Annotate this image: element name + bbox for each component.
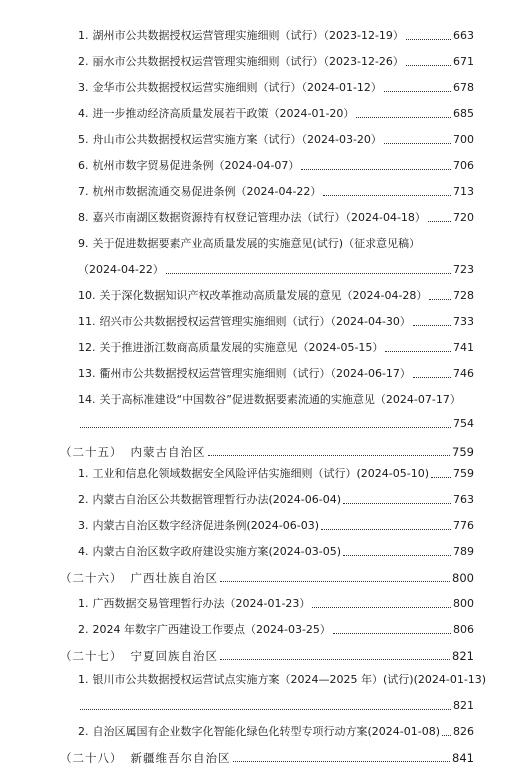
entry-number: 6.: [78, 159, 89, 172]
entry-title: 内蒙古自治区公共数据管理暂行办法(2024-06-04): [92, 493, 342, 506]
entry-title: 杭州市数字贸易促进条例（2024-04-07）: [92, 159, 300, 172]
dot-leader: [442, 734, 451, 736]
dot-leader: [413, 324, 451, 326]
page-number: 733: [453, 315, 474, 328]
entry-number: 14.: [78, 393, 96, 406]
page-number: 759: [452, 445, 474, 459]
toc-entry[interactable]: [78, 366, 474, 382]
entry-title: 内蒙古自治区数字政府建设实施方案(2024-03-05): [92, 545, 342, 558]
page-number: 720: [453, 211, 474, 224]
dot-leader: [80, 426, 451, 428]
toc-entry[interactable]: [78, 132, 474, 148]
dot-leader: [323, 194, 451, 196]
toc-entry[interactable]: [78, 596, 474, 612]
page-number: 800: [453, 597, 474, 610]
entry-title: 丽水市公共数据授权运营管理实施细则（试行）（2023-12-26）: [92, 55, 404, 68]
section-heading[interactable]: [60, 444, 474, 460]
toc-entry[interactable]: [78, 392, 474, 408]
entry-title: 工业和信息化领域数据安全风险评估实施细则（试行）(2024-05-10): [92, 467, 430, 480]
entry-number: 8.: [78, 211, 89, 224]
section-heading[interactable]: [60, 648, 474, 664]
dot-leader: [343, 502, 451, 504]
entry-number: 1.: [78, 597, 89, 610]
entry-title: 衢州市公共数据授权运营管理实施细则（试行）（2024-06-17）: [99, 367, 411, 380]
dot-leader: [429, 298, 451, 300]
entry-title: 广西数据交易管理暂行办法（2024-01-23）: [92, 597, 311, 610]
dot-leader: [384, 90, 451, 92]
toc-entry[interactable]: [78, 106, 474, 122]
page-number: 789: [453, 545, 474, 558]
entry-title-continued: （2024-04-22）: [78, 263, 164, 276]
dot-leader: [333, 632, 451, 634]
section-title: 新疆维吾尔自治区: [130, 751, 231, 765]
section-number: （二十五）: [60, 445, 123, 459]
page-number: 700: [453, 133, 474, 146]
dot-leader: [384, 142, 451, 144]
page-number: 821: [452, 649, 474, 663]
entry-title: 进一步推动经济高质量发展若干政策（2024-01-20）: [92, 107, 355, 120]
dot-leader: [233, 760, 451, 762]
dot-leader: [312, 606, 451, 608]
toc-entry-continuation[interactable]: [78, 698, 474, 714]
page-number: 841: [452, 751, 474, 765]
entry-title: 金华市公共数据授权运营实施细则（试行）（2024-01-12）: [92, 81, 382, 94]
toc-entry-continuation[interactable]: [78, 262, 474, 278]
page-number: 754: [453, 417, 474, 430]
dot-leader: [220, 658, 450, 660]
entry-title: 杭州市数据流通交易促进条例（2024-04-22）: [92, 185, 322, 198]
section-title: 宁夏回族自治区: [130, 649, 218, 663]
section-number: （二十八）: [60, 751, 123, 765]
page-number: 671: [453, 55, 474, 68]
page-number: 713: [453, 185, 474, 198]
toc-entry[interactable]: [78, 622, 474, 638]
toc-entry[interactable]: [78, 492, 474, 508]
entry-number: 9.: [78, 237, 89, 250]
entry-title: 湖州市公共数据授权运营管理实施细则（试行）（2023-12-19）: [92, 29, 404, 42]
entry-number: 1.: [78, 29, 89, 42]
section-number: （二十六）: [60, 571, 123, 585]
dot-leader: [321, 528, 451, 530]
entry-title: 关于高标准建设“中国数谷”促进数据要素流通的实施意见（2024-07-17）: [99, 393, 461, 406]
page-number: 685: [453, 107, 474, 120]
toc-entry[interactable]: [78, 518, 474, 534]
entry-title: 关于促进数据要素产业高质量发展的实施意见(试行)（征求意见稿）: [92, 237, 421, 250]
toc-entry-continuation[interactable]: [78, 416, 474, 432]
toc-entry[interactable]: [78, 724, 474, 740]
entry-number: 5.: [78, 133, 89, 146]
toc-entry[interactable]: [78, 314, 474, 330]
entry-number: 3.: [78, 519, 89, 532]
entry-number: 2.: [78, 725, 89, 738]
dot-leader: [406, 64, 451, 66]
entry-title: 2024 年数字广西建设工作要点（2024-03-25）: [92, 623, 331, 636]
entry-number: 2.: [78, 493, 89, 506]
entry-title: 关于推进浙江数商高质量发展的实施意见（2024-05-15）: [99, 341, 384, 354]
section-heading[interactable]: [60, 750, 474, 766]
dot-leader: [220, 580, 450, 582]
toc-entry[interactable]: [78, 28, 474, 44]
page-number: 806: [453, 623, 474, 636]
entry-title: 内蒙古自治区数字经济促进条例(2024-06-03): [92, 519, 320, 532]
dot-leader: [356, 116, 451, 118]
entry-number: 12.: [78, 341, 96, 354]
toc-entry[interactable]: [78, 158, 474, 174]
section-heading[interactable]: [60, 570, 474, 586]
section-number: （二十七）: [60, 649, 123, 663]
toc-entry[interactable]: [78, 672, 487, 688]
entry-number: 7.: [78, 185, 89, 198]
page-number: 763: [453, 493, 474, 506]
dot-leader: [208, 454, 451, 456]
page-number: 776: [453, 519, 474, 532]
dot-leader: [406, 38, 451, 40]
entry-number: 3.: [78, 81, 89, 94]
dot-leader: [343, 554, 451, 556]
dot-leader: [80, 708, 451, 710]
toc-entry[interactable]: [78, 288, 474, 304]
entry-number: 2.: [78, 55, 89, 68]
entry-title: 舟山市公共数据授权运营实施方案（试行）（2024-03-20）: [92, 133, 382, 146]
page-number: 728: [453, 289, 474, 302]
toc-entry[interactable]: [78, 340, 474, 356]
entry-title: 银川市公共数据授权运营试点实施方案（2024—2025 年）(试行)(2024-01-13): [92, 673, 487, 686]
page-number: 826: [453, 725, 474, 738]
dot-leader: [301, 168, 451, 170]
toc-entry[interactable]: [78, 544, 474, 560]
dot-leader: [385, 350, 451, 352]
toc-entry[interactable]: [78, 466, 474, 482]
section-title: 广西壮族自治区: [130, 571, 218, 585]
entry-number: 1.: [78, 467, 89, 480]
dot-leader: [431, 476, 451, 478]
page-number: 759: [453, 467, 474, 480]
entry-number: 13.: [78, 367, 96, 380]
toc-entry[interactable]: [78, 184, 474, 200]
entry-number: 1.: [78, 673, 89, 686]
dot-leader: [428, 220, 451, 222]
page-number: 678: [453, 81, 474, 94]
dot-leader: [166, 272, 451, 274]
dot-leader: [413, 376, 451, 378]
toc-entry[interactable]: [78, 210, 474, 226]
page-number: 746: [453, 367, 474, 380]
entry-title: 嘉兴市南湖区数据资源持有权登记管理办法（试行）（2024-04-18）: [92, 211, 426, 224]
toc-entry[interactable]: [78, 236, 474, 252]
page-number: 706: [453, 159, 474, 172]
entry-number: 10.: [78, 289, 96, 302]
entry-number: 2.: [78, 623, 89, 636]
toc-entry[interactable]: [78, 54, 474, 70]
entry-number: 11.: [78, 315, 96, 328]
page-number: 663: [453, 29, 474, 42]
page-number: 723: [453, 263, 474, 276]
toc-entry[interactable]: [78, 80, 474, 96]
page-number: 821: [453, 699, 474, 712]
entry-title: 绍兴市公共数据授权运营管理实施细则（试行）（2024-04-30）: [99, 315, 411, 328]
section-title: 内蒙古自治区: [130, 445, 206, 459]
entry-number: 4.: [78, 545, 89, 558]
page-number: 741: [453, 341, 474, 354]
page-number: 800: [452, 571, 474, 585]
entry-title: 自治区属国有企业数字化智能化绿色化转型专项行动方案(2024-01-08): [92, 725, 441, 738]
entry-number: 4.: [78, 107, 89, 120]
entry-title: 关于深化数据知识产权改革推动高质量发展的意见（2024-04-28）: [99, 289, 428, 302]
